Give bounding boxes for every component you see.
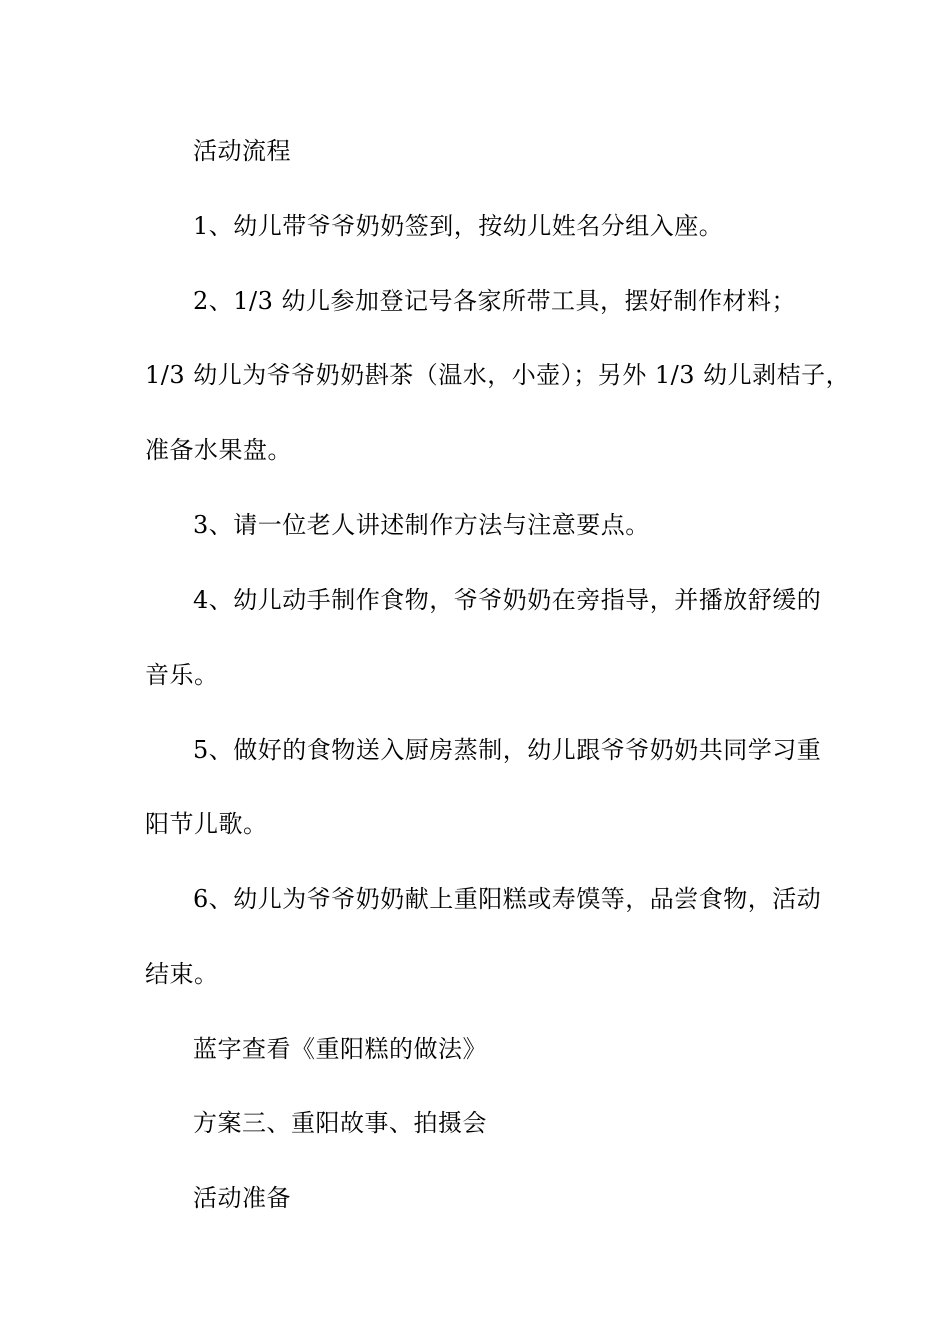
step-2-text-line-3: 准备水果盘。 [145,436,292,464]
plan-three-heading: 方案三、重阳故事、拍摄会 [193,1109,487,1137]
heading-activity-process: 活动流程 [193,137,291,165]
step-5-text-line-1: 5、做好的食物送入厨房蒸制，幼儿跟爷爷奶奶共同学习重 [193,736,822,764]
step-6-text-line-2: 结束。 [145,960,219,988]
recipe-link-text: 蓝字查看《重阳糕的做法》 [193,1035,487,1063]
step-4-text-line-1: 4、幼儿动手制作食物，爷爷奶奶在旁指导，并播放舒缓的 [193,586,822,614]
step-4-text-line-2: 音乐。 [145,661,219,689]
step-2-text-line-1: 2、1/3 幼儿参加登记号各家所带工具，摆好制作材料； [193,287,797,315]
step-5-text-line-2: 阳节儿歌。 [145,810,268,838]
step-1-text: 1、幼儿带爷爷奶奶签到，按幼儿姓名分组入座。 [193,212,724,240]
step-2-text-line-2: 1/3 幼儿为爷爷奶奶斟茶（温水，小壶）；另外 1/3 幼儿剥桔子， [145,361,851,389]
step-6-text-line-1: 6、幼儿为爷爷奶奶献上重阳糕或寿馍等，品尝食物，活动 [193,885,822,913]
heading-activity-preparation: 活动准备 [193,1184,291,1212]
step-3-text: 3、请一位老人讲述制作方法与注意要点。 [193,511,650,539]
